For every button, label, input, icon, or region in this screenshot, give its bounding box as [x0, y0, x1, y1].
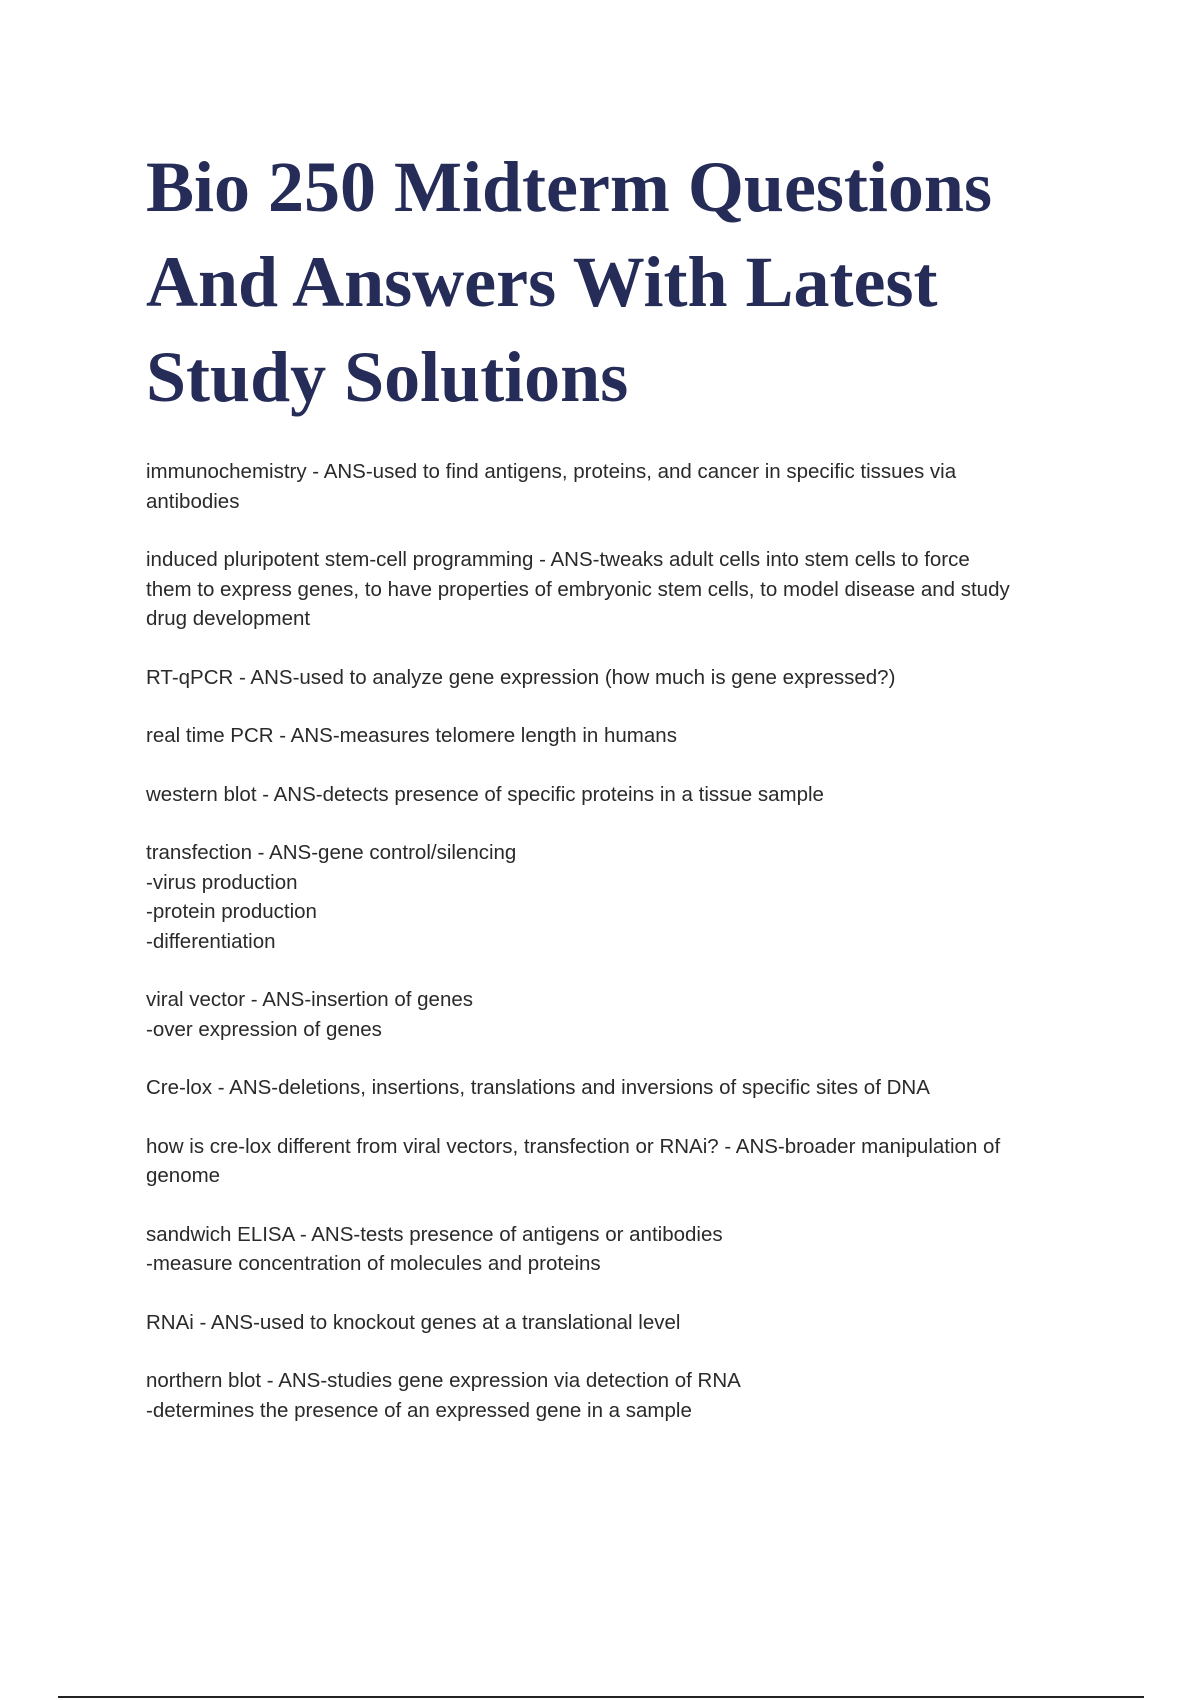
footer-divider [58, 1696, 1144, 1698]
qa-entry [146, 780, 1090, 810]
qa-entry-text: transfection - ANS-gene control/silencing [146, 841, 517, 864]
qa-entry-detail-line: genome [146, 1164, 221, 1187]
qa-entry-text: induced pluripotent stem-cell programming - ANS-tweaks adult cells into stem cells to force [146, 548, 970, 571]
qa-entry-text: RNAi - ANS-used to knockout genes at a translational level [146, 1310, 681, 1334]
qa-entry-text: Cre-lox - ANS-deletions, insertions, translations and inversions of specific sites of DNA [146, 1076, 930, 1099]
qa-entry [146, 1366, 1090, 1425]
qa-entry-detail-line: -protein production [146, 900, 317, 923]
qa-entry-text: how is cre-lox different from viral vectors, transfection or RNAi? - ANS-broader manipulation of [146, 1134, 1001, 1158]
qa-entry-detail-line: -differentiation [146, 929, 276, 953]
qa-entry-detail-line: -determines the presence of an expressed gene in a sample [146, 1398, 692, 1422]
qa-entry [146, 1308, 1090, 1338]
qa-list [146, 457, 1090, 1454]
qa-entry-detail-line: them to express genes, to have properties of embryonic stem cells, to model disease and study [146, 577, 1010, 601]
qa-entry [146, 1073, 1090, 1103]
qa-entry [146, 721, 1090, 751]
qa-entry-text: immunochemistry - ANS-used to find antigens, proteins, and cancer in specific tissues via [146, 460, 957, 483]
qa-entry-detail-line: drug development [146, 607, 311, 630]
qa-entry-text: western blot - ANS-detects presence of specific proteins in a tissue sample [146, 782, 824, 806]
qa-entry-detail-line: antibodies [146, 489, 240, 513]
qa-entry [146, 985, 1090, 1044]
qa-entry-text: northern blot - ANS-studies gene expression via detection of RNA [146, 1369, 741, 1392]
title-line-1: Bio 250 Midterm Questions [146, 147, 992, 227]
qa-entry-text: viral vector - ANS-insertion of genes [146, 988, 473, 1011]
qa-entry [146, 1132, 1090, 1191]
qa-entry [146, 545, 1090, 634]
title-line-3: Study Solutions [146, 337, 629, 417]
qa-entry [146, 457, 1090, 516]
qa-entry [146, 838, 1090, 956]
qa-entry [146, 1220, 1090, 1279]
qa-entry-detail-line: -virus production [146, 870, 298, 894]
title-line-2: And Answers With Latest [146, 242, 938, 322]
qa-entry-detail-line: -over expression of genes [146, 1017, 382, 1041]
page-title [146, 140, 1106, 425]
qa-entry-text: real time PCR - ANS-measures telomere length in humans [146, 724, 677, 747]
qa-entry-text: sandwich ELISA - ANS-tests presence of antigens or antibodies [146, 1222, 723, 1246]
qa-entry [146, 663, 1090, 693]
qa-entry-detail-line: -measure concentration of molecules and proteins [146, 1252, 601, 1275]
qa-entry-text: RT-qPCR - ANS-used to analyze gene expression (how much is gene expressed?) [146, 665, 896, 689]
